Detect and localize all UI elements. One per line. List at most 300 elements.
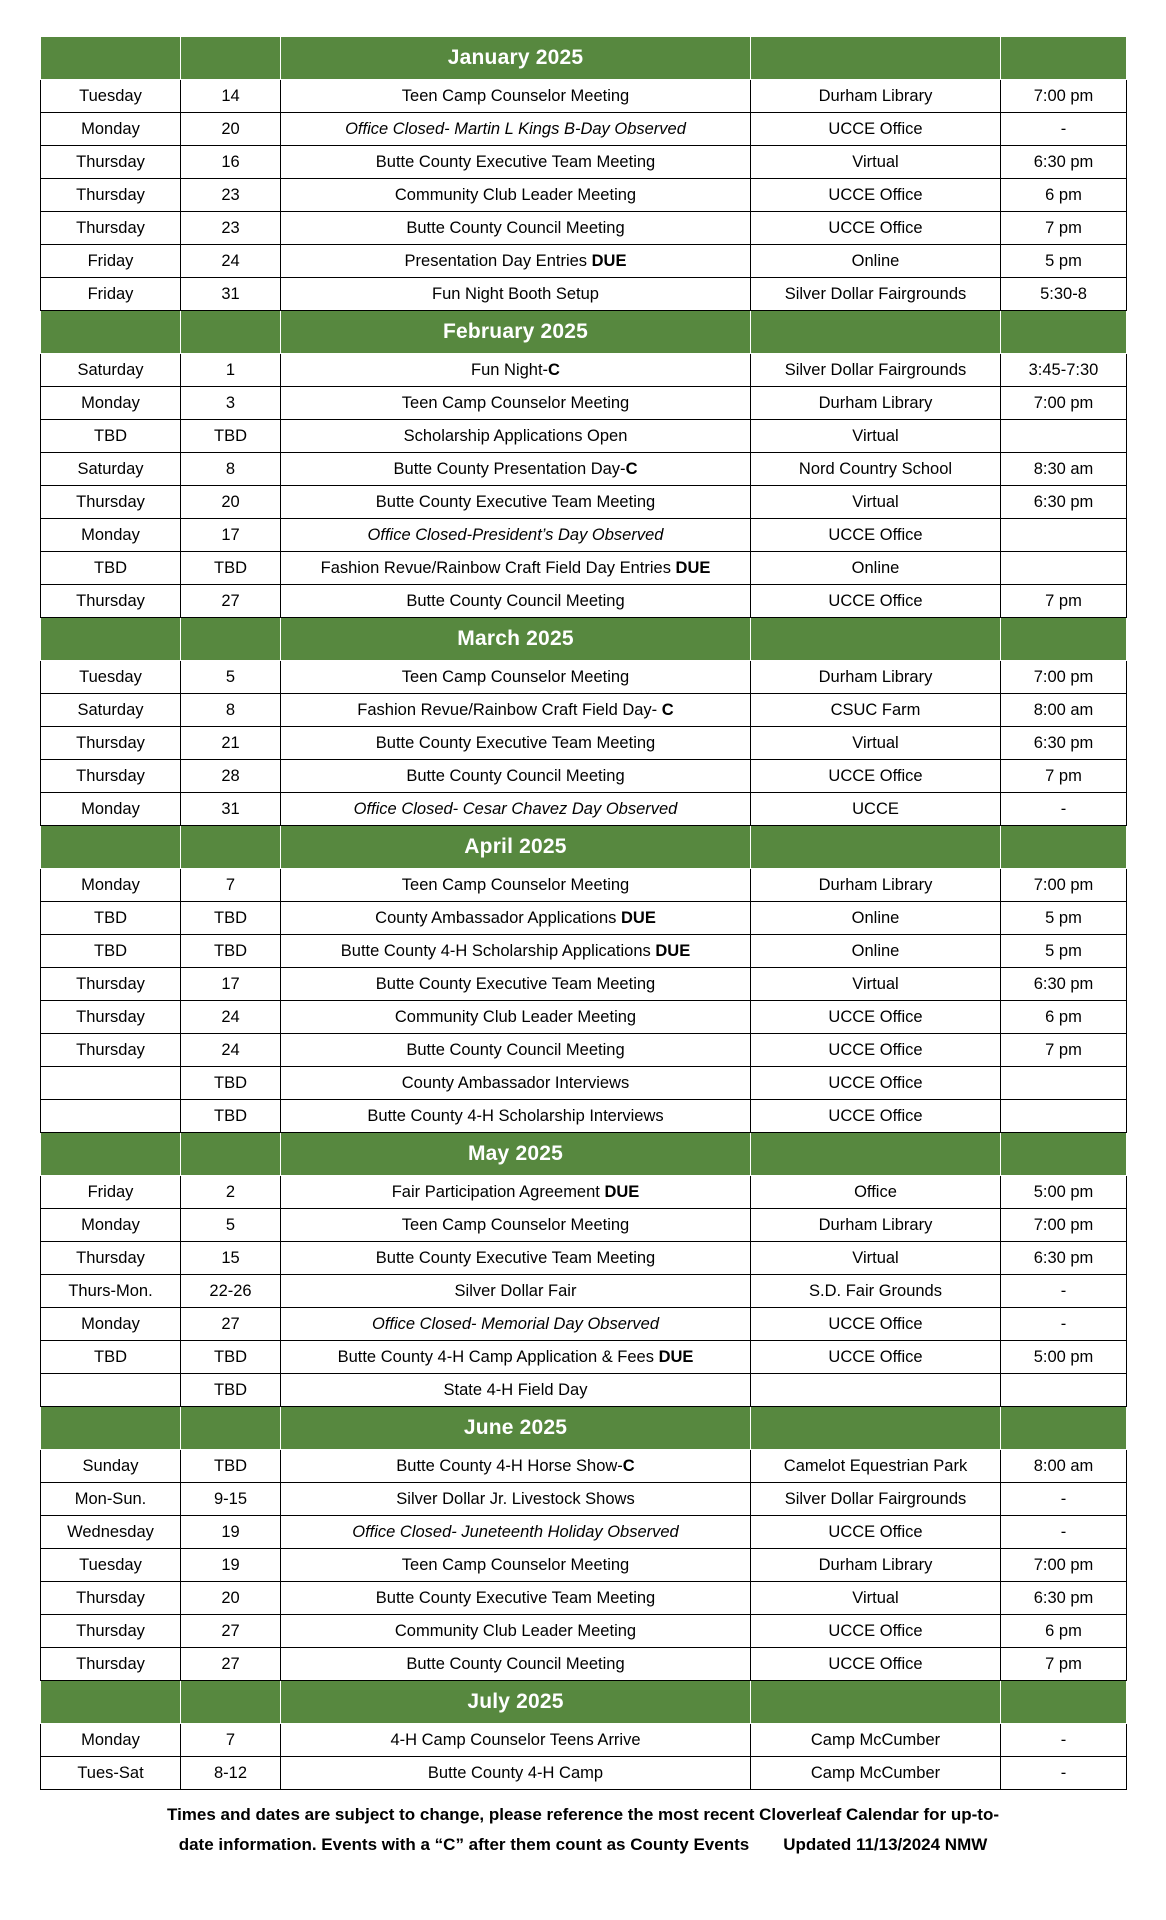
event-name-text: Butte County 4-H Scholarship Applications [340,941,656,960]
event-name-text: Silver Dollar Jr. Livestock Shows [396,1489,635,1508]
event-weekday: Saturday [41,694,181,727]
event-weekday: Thursday [41,179,181,212]
event-time: 7:00 pm [1001,1209,1127,1242]
event-time [1001,519,1127,552]
event-name-emphasis: DUE [604,1182,640,1201]
month-title: May 2025 [281,1133,751,1176]
event-name [281,1308,751,1341]
event-name-emphasis: DUE [675,558,711,577]
event-weekday: TBD [41,1341,181,1374]
event-row [41,1209,1127,1242]
event-row [41,179,1127,212]
event-name [281,935,751,968]
event-name-text: Teen Camp Counselor Meeting [401,393,630,412]
event-name-text: Teen Camp Counselor Meeting [401,667,630,686]
event-location: Durham Library [751,80,1001,113]
footer-line-2 [40,1830,1126,1860]
event-name [281,1450,751,1483]
event-row [41,1176,1127,1209]
event-name [281,727,751,760]
event-time: 6:30 pm [1001,146,1127,179]
month-header-spacer-left [41,1407,181,1450]
event-date: 22-26 [181,1275,281,1308]
event-name [281,113,751,146]
event-date: TBD [181,902,281,935]
event-location: Durham Library [751,869,1001,902]
month-header-spacer-left [41,37,181,80]
event-weekday: Thursday [41,585,181,618]
event-name-text: Teen Camp Counselor Meeting [401,875,630,894]
event-name [281,1648,751,1681]
event-location: Virtual [751,968,1001,1001]
event-weekday: Monday [41,387,181,420]
event-row [41,694,1127,727]
event-name-text: Butte County 4-H Camp Application & Fees [337,1347,659,1366]
event-name-text: Fashion Revue/Rainbow Craft Field Day Entries [320,558,676,577]
event-name [281,1483,751,1516]
event-location: Online [751,245,1001,278]
event-location: UCCE Office [751,1067,1001,1100]
event-name-text: County Ambassador Applications [375,908,621,927]
event-location: UCCE Office [751,1615,1001,1648]
event-time: 6:30 pm [1001,1242,1127,1275]
month-header-spacer-right-2 [1001,618,1127,661]
event-row [41,1242,1127,1275]
event-location: UCCE [751,793,1001,826]
event-location: UCCE Office [751,212,1001,245]
event-name [281,179,751,212]
event-row [41,1615,1127,1648]
event-date: TBD [181,1067,281,1100]
event-name-emphasis: DUE [655,941,691,960]
event-name [281,552,751,585]
event-name-text: Butte County 4-H Camp [427,1763,604,1782]
event-row [41,1374,1127,1407]
event-location: UCCE Office [751,1308,1001,1341]
month-header-spacer-right [751,826,1001,869]
event-time: 6 pm [1001,1001,1127,1034]
event-row [41,1034,1127,1067]
event-name-text: Butte County 4-H Horse Show- [396,1456,623,1475]
event-date: 17 [181,968,281,1001]
event-location: Silver Dollar Fairgrounds [751,354,1001,387]
event-time: 6:30 pm [1001,968,1127,1001]
event-weekday: Thursday [41,727,181,760]
event-name-text: County Ambassador Interviews [401,1073,630,1092]
event-date: 7 [181,1724,281,1757]
event-time: 7:00 pm [1001,80,1127,113]
event-time: - [1001,113,1127,146]
event-row [41,80,1127,113]
event-weekday: Thursday [41,1615,181,1648]
event-row [41,1724,1127,1757]
month-header-row [41,37,1127,80]
event-row [41,902,1127,935]
event-row [41,1582,1127,1615]
event-row [41,661,1127,694]
event-date: 23 [181,179,281,212]
event-name-text: Community Club Leader Meeting [394,1007,637,1026]
event-name [281,1374,751,1407]
event-date: TBD [181,1100,281,1133]
event-name [281,387,751,420]
event-name-text: Butte County Council Meeting [406,218,625,237]
footer-updated: Updated 11/13/2024 NMW [783,1834,988,1854]
event-location: Virtual [751,486,1001,519]
event-name [281,278,751,311]
event-row [41,1516,1127,1549]
event-name [281,869,751,902]
event-name [281,1757,751,1790]
event-name-text: Butte County 4-H Scholarship Interviews [367,1106,664,1125]
event-name-emphasis: C [625,459,638,478]
event-weekday: Thursday [41,1582,181,1615]
event-weekday [41,1374,181,1407]
event-date: TBD [181,420,281,453]
event-location: Nord Country School [751,453,1001,486]
event-row [41,1100,1127,1133]
event-name [281,354,751,387]
event-date: 5 [181,1209,281,1242]
event-time: 7:00 pm [1001,661,1127,694]
event-weekday: Monday [41,519,181,552]
event-name [281,1100,751,1133]
event-row [41,585,1127,618]
event-time [1001,1374,1127,1407]
event-location: UCCE Office [751,760,1001,793]
event-time: - [1001,1483,1127,1516]
month-header-row [41,1681,1127,1724]
month-header-spacer-left-2 [181,826,281,869]
event-time: - [1001,793,1127,826]
event-time: 6:30 pm [1001,727,1127,760]
event-weekday: Friday [41,1176,181,1209]
event-date: 27 [181,1648,281,1681]
event-name-text: Butte County Council Meeting [406,766,625,785]
event-date: 20 [181,113,281,146]
event-date: 19 [181,1549,281,1582]
event-location: UCCE Office [751,1516,1001,1549]
event-name [281,1615,751,1648]
event-row [41,968,1127,1001]
event-date: 27 [181,1615,281,1648]
month-header-spacer-right-2 [1001,1407,1127,1450]
event-date: 7 [181,869,281,902]
event-name [281,80,751,113]
month-header-row [41,1407,1127,1450]
event-name [281,146,751,179]
month-header-spacer-right-2 [1001,37,1127,80]
event-name-text: Butte County Executive Team Meeting [375,733,656,752]
month-header-spacer-left-2 [181,311,281,354]
month-header-spacer-right-2 [1001,1133,1127,1176]
month-header-spacer-right [751,37,1001,80]
event-name-text: Fun Night Booth Setup [432,284,599,303]
event-location: Online [751,902,1001,935]
event-row [41,146,1127,179]
event-row [41,1275,1127,1308]
event-name-text: Fashion Revue/Rainbow Craft Field Day- [357,700,662,719]
event-time: 6:30 pm [1001,1582,1127,1615]
event-name-text: Office Closed- Memorial Day Observed [371,1314,659,1333]
event-name [281,1341,751,1374]
event-time [1001,420,1127,453]
event-time: 5:00 pm [1001,1176,1127,1209]
event-time: 8:00 am [1001,694,1127,727]
event-date: 5 [181,661,281,694]
event-name [281,1001,751,1034]
event-row [41,727,1127,760]
event-weekday: Monday [41,113,181,146]
event-row [41,1483,1127,1516]
event-weekday: Friday [41,278,181,311]
event-date: 20 [181,486,281,519]
event-name-text: Fair Participation Agreement [391,1182,605,1201]
event-location: Camelot Equestrian Park [751,1450,1001,1483]
event-location: UCCE Office [751,1341,1001,1374]
month-header-spacer-right-2 [1001,826,1127,869]
event-row [41,760,1127,793]
event-name-text: Fun Night- [471,360,549,379]
event-date: 16 [181,146,281,179]
event-name-emphasis: DUE [658,1347,694,1366]
event-row [41,869,1127,902]
event-row [41,453,1127,486]
event-name-emphasis: C [661,700,674,719]
event-date: 15 [181,1242,281,1275]
event-weekday: Sunday [41,1450,181,1483]
event-name-text: Office Closed- Martin L Kings B-Day Observed [345,119,686,138]
event-date: TBD [181,552,281,585]
event-location: Virtual [751,420,1001,453]
event-name-text: Butte County Council Meeting [406,591,625,610]
month-header-spacer-left [41,1133,181,1176]
month-header-spacer-left [41,1681,181,1724]
event-date: 19 [181,1516,281,1549]
event-date: TBD [181,1341,281,1374]
event-name-text: Butte County Executive Team Meeting [375,1588,656,1607]
event-name [281,1549,751,1582]
event-name [281,245,751,278]
event-name-text: Office Closed- Cesar Chavez Day Observed [353,799,678,818]
month-header-spacer-left [41,618,181,661]
event-name [281,486,751,519]
event-location: Durham Library [751,661,1001,694]
month-title: January 2025 [281,37,751,80]
event-time: 7:00 pm [1001,1549,1127,1582]
event-time [1001,1100,1127,1133]
event-date: 14 [181,80,281,113]
event-weekday: Thursday [41,1034,181,1067]
event-row [41,420,1127,453]
event-time: 6 pm [1001,1615,1127,1648]
event-name-emphasis: DUE [591,251,627,270]
event-row [41,935,1127,968]
event-name [281,1176,751,1209]
event-weekday: Thursday [41,1001,181,1034]
event-time: 5:00 pm [1001,1341,1127,1374]
event-date: 1 [181,354,281,387]
event-name-text: Community Club Leader Meeting [394,1621,637,1640]
month-header-spacer-right [751,618,1001,661]
event-weekday: Thursday [41,146,181,179]
event-time: 7:00 pm [1001,869,1127,902]
event-row [41,212,1127,245]
event-time: - [1001,1308,1127,1341]
event-name [281,694,751,727]
event-location: Virtual [751,727,1001,760]
month-header-spacer-left [41,826,181,869]
event-date: 28 [181,760,281,793]
event-row [41,354,1127,387]
event-location: Virtual [751,1242,1001,1275]
event-date: 31 [181,278,281,311]
event-time: 8:30 am [1001,453,1127,486]
event-row [41,278,1127,311]
event-name [281,968,751,1001]
event-location: UCCE Office [751,1001,1001,1034]
event-location: Virtual [751,146,1001,179]
event-location: Durham Library [751,1549,1001,1582]
event-name-emphasis: C [548,360,560,379]
event-time: 7 pm [1001,212,1127,245]
event-row [41,113,1127,146]
event-weekday: Thursday [41,212,181,245]
event-time: 5 pm [1001,245,1127,278]
event-date: 24 [181,1001,281,1034]
event-name [281,585,751,618]
event-name [281,1209,751,1242]
month-header-spacer-left-2 [181,1407,281,1450]
month-header-spacer-right-2 [1001,311,1127,354]
event-location: Durham Library [751,1209,1001,1242]
event-weekday: Tuesday [41,80,181,113]
event-row [41,1308,1127,1341]
event-date: 31 [181,793,281,826]
month-header-spacer-left-2 [181,37,281,80]
month-header-spacer-right [751,1133,1001,1176]
event-date: 8 [181,694,281,727]
event-name [281,760,751,793]
month-header-spacer-right-2 [1001,1681,1127,1724]
calendar-footer [40,1800,1126,1860]
event-row [41,1001,1127,1034]
event-time: 8:00 am [1001,1450,1127,1483]
event-name-text: 4-H Camp Counselor Teens Arrive [390,1730,641,1749]
event-weekday: TBD [41,420,181,453]
event-name-text: Teen Camp Counselor Meeting [401,1215,630,1234]
event-location: UCCE Office [751,1100,1001,1133]
event-name [281,212,751,245]
event-location: Durham Library [751,387,1001,420]
month-header-row [41,311,1127,354]
event-weekday: Thursday [41,1648,181,1681]
event-row [41,552,1127,585]
month-header-row [41,618,1127,661]
event-name [281,1275,751,1308]
event-date: 24 [181,1034,281,1067]
event-date: 2 [181,1176,281,1209]
event-row [41,1341,1127,1374]
event-name [281,453,751,486]
event-weekday: Mon-Sun. [41,1483,181,1516]
event-name-text: Presentation Day Entries [404,251,592,270]
event-name-emphasis: C [622,1456,635,1475]
event-location: Office [751,1176,1001,1209]
event-name [281,661,751,694]
event-location: Online [751,552,1001,585]
event-date: 17 [181,519,281,552]
event-name-text: Butte County Executive Team Meeting [375,492,656,511]
event-weekday: Thurs-Mon. [41,1275,181,1308]
event-name [281,1067,751,1100]
event-time [1001,552,1127,585]
event-weekday: Wednesday [41,1516,181,1549]
event-name [281,1516,751,1549]
event-name [281,1582,751,1615]
event-date: 21 [181,727,281,760]
event-location: Camp McCumber [751,1757,1001,1790]
event-weekday: Monday [41,793,181,826]
event-name-text: Butte County Executive Team Meeting [375,152,656,171]
event-location: UCCE Office [751,1648,1001,1681]
event-location: Online [751,935,1001,968]
event-row [41,793,1127,826]
event-location [751,1374,1001,1407]
event-time: 7 pm [1001,1648,1127,1681]
event-weekday: Monday [41,869,181,902]
event-date: TBD [181,1374,281,1407]
event-weekday: TBD [41,552,181,585]
event-row [41,245,1127,278]
event-name [281,793,751,826]
event-name-text: Butte County Council Meeting [406,1654,625,1673]
event-weekday: Thursday [41,486,181,519]
event-date: 27 [181,585,281,618]
event-name-text: Office Closed-President’s Day Observed [367,525,664,544]
event-time: - [1001,1757,1127,1790]
event-weekday: Tuesday [41,1549,181,1582]
event-time: 5:30-8 [1001,278,1127,311]
event-weekday: TBD [41,935,181,968]
event-weekday: Monday [41,1724,181,1757]
event-time: 5 pm [1001,935,1127,968]
month-title: April 2025 [281,826,751,869]
event-weekday: Friday [41,245,181,278]
event-row [41,1757,1127,1790]
event-name-text: Scholarship Applications Open [403,426,628,445]
event-date: 24 [181,245,281,278]
event-date: 8-12 [181,1757,281,1790]
month-header-row [41,1133,1127,1176]
event-weekday: Thursday [41,760,181,793]
event-date: 27 [181,1308,281,1341]
event-name [281,519,751,552]
event-row [41,387,1127,420]
event-time: 6:30 pm [1001,486,1127,519]
event-date: TBD [181,935,281,968]
month-header-spacer-right [751,311,1001,354]
event-weekday: Saturday [41,453,181,486]
month-header-spacer-left [41,311,181,354]
event-name-text: Silver Dollar Fair [454,1281,577,1300]
event-weekday: TBD [41,902,181,935]
event-date: 23 [181,212,281,245]
event-name-text: Butte County Executive Team Meeting [375,974,656,993]
event-weekday: Saturday [41,354,181,387]
event-location: UCCE Office [751,1034,1001,1067]
event-name [281,1724,751,1757]
